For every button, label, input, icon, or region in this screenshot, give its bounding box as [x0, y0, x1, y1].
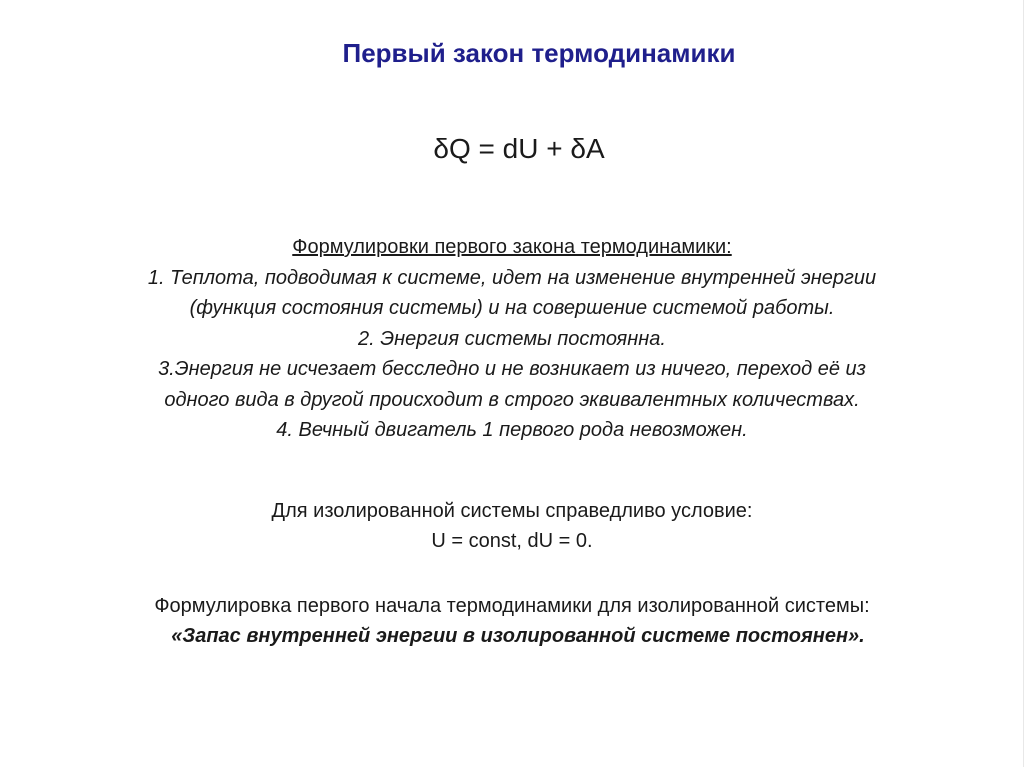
formulation-line: 3.Энергия не исчезает бесследно и не возникает из ничего, переход её из [158, 358, 866, 380]
formulations-heading: Формулировки первого закона термодинамики: [292, 236, 732, 258]
slide-title: Первый закон термодинамики [342, 38, 736, 68]
isolated-formulation-block [0, 591, 1024, 651]
first-law-formula: δQ = dU + δA [433, 133, 605, 164]
isolated-condition-text: Для изолированной системы справедливо условие: [271, 500, 753, 522]
isolated-condition-formula: U = const, dU = 0. [431, 530, 593, 552]
formulation-line: 2. Энергия системы постоянна. [358, 327, 666, 350]
formulations-block [0, 232, 1024, 446]
formulation-line: (функция состояния системы) и на совершение системой работы. [189, 297, 835, 319]
isolated-formulation-intro: Формулировка первого начала термодинамики для изолированной системы: [154, 595, 870, 617]
formulation-line: 4. Вечный двигатель 1 первого рода невозможен. [276, 419, 748, 441]
formulation-line: 1. Теплота, подводимая к системе, идет на изменение внутренней энергии [147, 266, 877, 289]
formulation-line: одного вида в другой происходит в строго эквивалентных количествах. [164, 388, 860, 411]
isolated-formulation-quote: «Запас внутренней энергии в изолированной системе постоянен». [171, 625, 865, 647]
isolated-condition-block [0, 496, 1024, 556]
